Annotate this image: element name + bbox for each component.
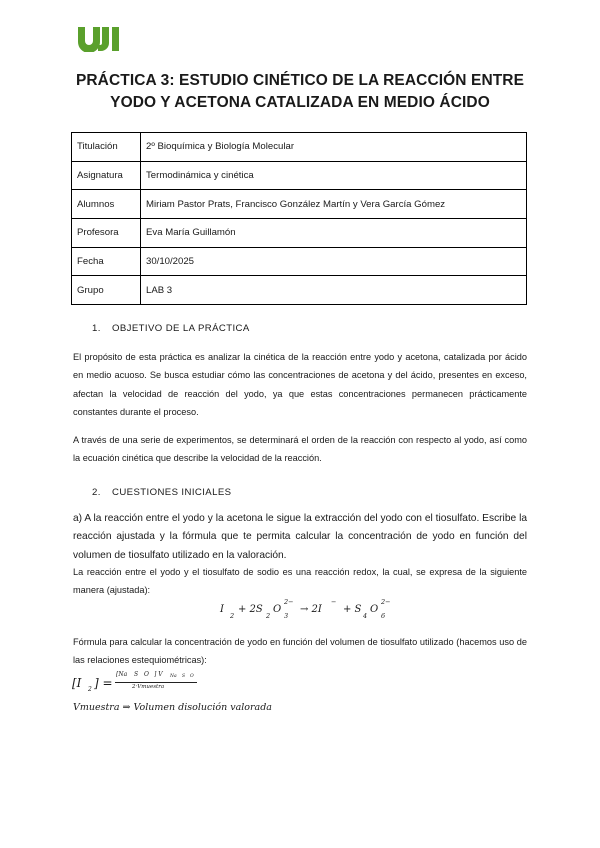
- eq-arrow: → 2I: [300, 604, 322, 615]
- section-1-paragraph-2: A través de una serie de experimentos, se determinará el orden de la reacción con respecto al yodo, así como la ecuación cinética que describe la velocidad de la reacción.: [73, 435, 527, 464]
- section-1-paragraph-1: El propósito de esta práctica es analizar la cinética de la reacción entre yodo y acetona, catalizada por ácido en medio acuoso. Se busca estudiar cómo las concentraciones de acetona y del ácido, presentes en exceso, afectan la velocidad de reacción del yodo, ya que estas concentraciones permanecen prácticamente constantes durante el proceso.: [73, 352, 527, 417]
- formula-denominator: 2·Vmuestra: [132, 684, 165, 690]
- formula-lhs-close: ] =: [94, 676, 113, 690]
- formula-num-s: S: [134, 671, 139, 678]
- row-value: LAB 3: [141, 276, 527, 305]
- section-1-title: OBJETIVO DE LA PRÁCTICA: [112, 323, 250, 334]
- eq-plus-2: + S: [343, 604, 362, 615]
- eq-o: O: [273, 604, 282, 615]
- info-table: [71, 132, 527, 305]
- table-row: [72, 276, 527, 305]
- eq-s-sub: 2: [266, 612, 271, 620]
- formula-num-na: [Na: [116, 671, 128, 678]
- table-row: [72, 133, 527, 162]
- eq-i-sub: 2: [230, 612, 235, 620]
- row-value: Miriam Pastor Prats, Francisco González Martín y Vera García Gómez: [141, 190, 527, 219]
- row-label: Asignatura: [72, 161, 141, 190]
- row-label: Grupo: [72, 276, 141, 305]
- eq-plus-1: + 2S: [238, 604, 263, 615]
- formula-v-sub-na: Na: [170, 674, 177, 679]
- eq-s4-sub: 4: [363, 612, 368, 620]
- eq-o6-sub: 6: [381, 612, 386, 620]
- section-2-heading: [92, 487, 231, 498]
- formula-lhs-sub: 2: [88, 686, 92, 693]
- formula-lhs: [I: [72, 676, 82, 690]
- question-a: a) A la reacción entre el yodo y la acetona le sigue la extracción del yodo con el tiosulfato. Escribe la reacción ajustada y la fórmula que te permita calcular la concentración de yodo en función del volumen de tiosulfato utilizado en la valoración.: [73, 513, 527, 561]
- vmuestra-definition: Vmuestra ⇒ Volumen disolución valorada: [73, 702, 272, 713]
- section-2-title: CUESTIONES INICIALES: [112, 487, 232, 498]
- row-value: 2º Bioquímica y Biología Molecular: [141, 133, 527, 162]
- formula-num-v: ] V: [154, 671, 163, 678]
- title-line-2: YODO Y ACETONA CATALIZADA EN MEDIO ÁCIDO: [110, 94, 490, 111]
- section-2-number: 2.: [92, 487, 101, 498]
- uji-logo: [76, 24, 136, 52]
- uji-logo-letters: [78, 27, 119, 52]
- section-1-number: 1.: [92, 323, 101, 334]
- eq-o6-sup: 2−: [381, 598, 391, 606]
- row-label: Profesora: [72, 219, 141, 248]
- row-label: Titulación: [72, 133, 141, 162]
- redox-equation: [220, 598, 420, 628]
- eq-o2: O: [370, 604, 379, 615]
- reaction-paragraph: La reacción entre el yodo y el tiosulfato de sodio es una reacción redox, la cual, se expresa de la siguiente manera (ajustada):: [73, 567, 527, 596]
- formula-v-sub-o: O: [190, 674, 194, 679]
- row-label: Fecha: [72, 247, 141, 276]
- section-1-heading: [92, 323, 250, 334]
- row-value: 30/10/2025: [141, 247, 527, 276]
- title-line-1: PRÁCTICA 3: ESTUDIO CINÉTICO DE LA REACCIÓN ENTRE: [75, 72, 525, 89]
- formula-paragraph: Fórmula para calcular la concentración de yodo en función del volumen de tiosulfato utilizado (hacemos uso de las relaciones estequiométricas):: [73, 637, 527, 666]
- table-row: [72, 161, 527, 190]
- row-label: Alumnos: [72, 190, 141, 219]
- table-row: [72, 190, 527, 219]
- iodine-concentration-formula: [72, 672, 272, 702]
- formula-num-o: O: [144, 671, 149, 678]
- eq-i: I: [220, 604, 224, 615]
- row-value: Eva María Guillamón: [141, 219, 527, 248]
- table-row: [72, 247, 527, 276]
- eq-o-sub: 3: [284, 612, 289, 620]
- fraction-bar: [115, 682, 197, 683]
- row-value: Termodinámica y cinética: [141, 161, 527, 190]
- eq-minus: −: [331, 598, 337, 606]
- eq-o-sup: 2−: [284, 598, 294, 606]
- formula-v-sub-s: S: [182, 674, 186, 679]
- document-title: [40, 70, 560, 114]
- table-row: [72, 219, 527, 248]
